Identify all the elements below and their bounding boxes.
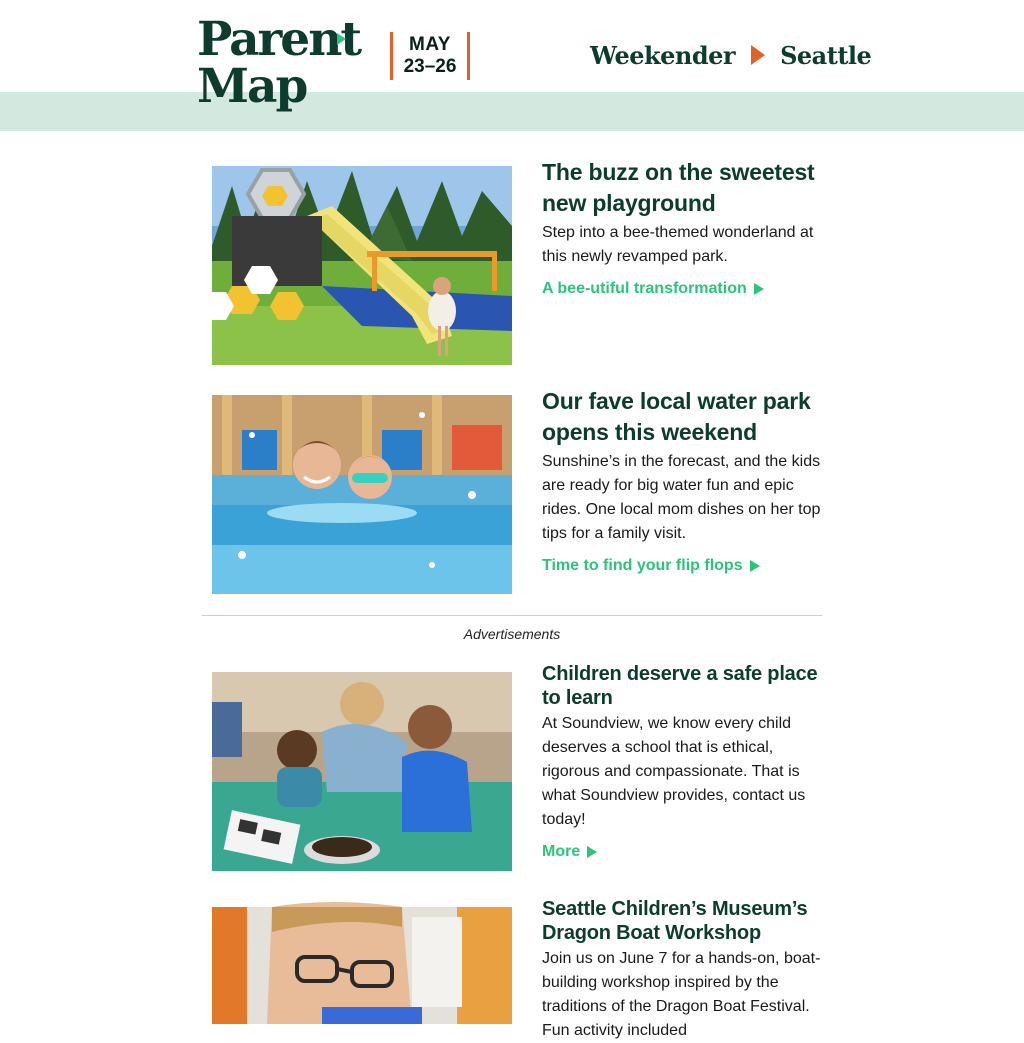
playground-photo-art xyxy=(212,166,512,365)
article-text xyxy=(542,157,824,299)
waterpark-photo-art xyxy=(212,395,512,594)
edition-name: Weekender xyxy=(590,40,736,70)
issue-date-range: 23–26 xyxy=(403,56,457,77)
header-band xyxy=(0,92,1024,131)
arrow-right-icon xyxy=(750,560,760,572)
edition-city: Seattle xyxy=(780,40,872,70)
ad-title[interactable]: Seattle Children’s Museum’s Dragon Boat Workshop xyxy=(542,898,808,944)
workshop-photo-art xyxy=(212,907,512,1024)
classroom-photo-art xyxy=(212,672,512,871)
article-title[interactable]: The buzz on the sweetest new playground xyxy=(542,159,815,216)
article-card xyxy=(212,159,824,366)
article-text xyxy=(542,386,824,576)
ad-text xyxy=(542,662,824,862)
ad-text xyxy=(542,897,824,1043)
ad-description: Join us on June 7 for a hands-on, boat-building workshop inspired by the traditions of the Dragon Boat Festival. Fun activity included xyxy=(542,950,821,1039)
arrow-right-icon xyxy=(754,283,764,295)
article-link[interactable] xyxy=(542,556,760,576)
ad-title[interactable]: Children deserve a safe place to learn xyxy=(542,663,818,709)
article-link-label: A bee-utiful transformation xyxy=(542,280,747,297)
article-link[interactable] xyxy=(542,279,764,299)
logo-word-map: Map xyxy=(197,59,307,114)
issue-date-month: MAY xyxy=(409,34,451,55)
article-description: Step into a bee-themed wonderland at this newly revamped park. xyxy=(542,224,814,265)
logo-word-parent: Parent xyxy=(197,12,361,67)
section-divider xyxy=(202,615,822,616)
ad-description: At Soundview, we know every child deserves a school that is ethical, rigorous and compassionate. That is what Soundview provides, contact us today! xyxy=(542,715,806,828)
waterpark-photo[interactable] xyxy=(212,395,512,594)
playground-photo[interactable] xyxy=(212,166,512,365)
logo-play-icon xyxy=(337,33,346,45)
workshop-photo[interactable] xyxy=(212,907,512,1024)
ad-card xyxy=(212,663,824,872)
arrow-right-icon xyxy=(587,846,597,858)
article-title[interactable]: Our fave local water park opens this weekend xyxy=(542,388,811,445)
article-description: Sunshine’s in the forecast, and the kids are ready for big water fun and epic rides. One local mom dishes on her top tips for a family visit. xyxy=(542,453,821,542)
ad-link[interactable] xyxy=(542,842,597,862)
advertisements-label: Advertisements xyxy=(463,626,561,642)
edition-title xyxy=(590,38,871,72)
article-link-label: Time to find your flip flops xyxy=(542,557,743,574)
parentmap-logo[interactable] xyxy=(197,12,361,121)
play-arrow-icon xyxy=(751,45,765,65)
ad-card xyxy=(212,898,824,1039)
email-header xyxy=(0,0,1024,131)
classroom-photo[interactable] xyxy=(212,672,512,871)
ad-link-label: More xyxy=(542,843,581,860)
article-card xyxy=(212,388,824,595)
issue-date xyxy=(390,32,470,80)
